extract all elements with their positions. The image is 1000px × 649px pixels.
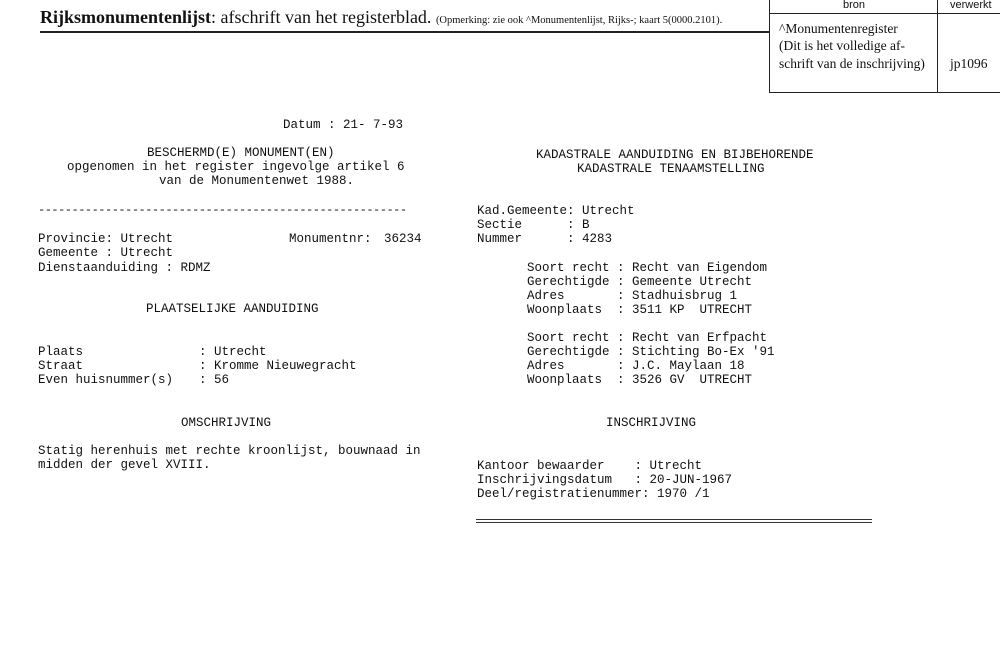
kad-gemeente: Kad.Gemeente: Utrecht bbox=[477, 204, 635, 218]
right-heading-line2: KADASTRALE TENAAMSTELLING bbox=[577, 162, 765, 176]
source-box-column-divider bbox=[937, 0, 938, 92]
deel-registratienummer: Deel/registratienummer: 1970 /1 bbox=[477, 487, 710, 501]
title-bold: Rijksmonumentenlijst bbox=[40, 7, 212, 27]
box-col-bron: bron bbox=[843, 0, 866, 11]
sectie: Sectie : B bbox=[477, 218, 590, 232]
recht2-gerechtigde: Gerechtigde : Stichting Bo-Ex '91 bbox=[527, 345, 775, 359]
document-title bbox=[40, 6, 722, 32]
dienstaanduiding: Dienstaanduiding : RDMZ bbox=[38, 261, 211, 275]
left-heading-line1: BESCHERMD(E) MONUMENT(EN) bbox=[147, 146, 335, 160]
plaats-label: Plaats bbox=[38, 345, 84, 359]
omschrijving-line2: midden der gevel XVIII. bbox=[38, 458, 211, 472]
recht2-adres: Adres : J.C. Maylaan 18 bbox=[527, 359, 745, 373]
closing-rule-bottom bbox=[476, 522, 872, 523]
left-heading-line2: opgenomen in het register ingevolge artikel 6 bbox=[67, 160, 405, 174]
box-bron-line3: schrift van de inschrijving) bbox=[779, 56, 925, 71]
box-bron-line2: (Dit is het volledige af- bbox=[779, 38, 905, 53]
recht1-woonplaats: Woonplaats : 3511 KP UTRECHT bbox=[527, 303, 753, 317]
recht1-gerechtigde: Gerechtigde : Gemeente Utrecht bbox=[527, 275, 753, 289]
source-box-divider bbox=[769, 13, 1000, 14]
left-dashed-rule: ------------------------------------------------------- bbox=[38, 203, 407, 217]
datum: Datum : 21- 7-93 bbox=[283, 118, 404, 132]
omschrijving-line1: Statig herenhuis met rechte kroonlijst, bouwnaad in bbox=[38, 444, 421, 458]
omschrijving-heading: OMSCHRIJVING bbox=[181, 416, 272, 430]
right-heading-line1: KADASTRALE AANDUIDING EN BIJBEHORENDE bbox=[536, 148, 814, 162]
header-rule bbox=[40, 31, 770, 33]
straat-value: : Kromme Nieuwegracht bbox=[199, 359, 357, 373]
inschrijvingsdatum: Inschrijvingsdatum : 20-JUN-1967 bbox=[477, 473, 733, 487]
straat-label: Straat bbox=[38, 359, 84, 373]
nummer: Nummer : 4283 bbox=[477, 232, 613, 246]
closing-rule-top bbox=[476, 519, 872, 520]
inschrijving-heading: INSCHRIJVING bbox=[606, 416, 697, 430]
recht1-adres: Adres : Stadhuisbrug 1 bbox=[527, 289, 738, 303]
recht2-soort: Soort recht : Recht van Erfpacht bbox=[527, 331, 768, 345]
monumentnr-value: 36234 bbox=[384, 232, 422, 246]
huisnummer-value: : 56 bbox=[199, 373, 230, 387]
title-rest: : afschrift van het registerblad. bbox=[211, 7, 432, 27]
box-col-verwerkt: verwerkt bbox=[950, 0, 992, 11]
provincie: Provincie: Utrecht bbox=[38, 232, 174, 246]
plaats-value: : Utrecht bbox=[199, 345, 267, 359]
box-bron-line1: ^Monumentenregister bbox=[779, 21, 898, 36]
kantoor-bewaarder: Kantoor bewaarder : Utrecht bbox=[477, 459, 703, 473]
box-verwerkt-value: jp1096 bbox=[950, 56, 988, 71]
monumentnr-label: Monumentnr: bbox=[289, 232, 372, 246]
gemeente: Gemeente : Utrecht bbox=[38, 246, 174, 260]
plaatselijke-heading: PLAATSELIJKE AANDUIDING bbox=[146, 302, 319, 316]
huisnummer-label: Even huisnummer(s) bbox=[38, 373, 174, 387]
recht2-woonplaats: Woonplaats : 3526 GV UTRECHT bbox=[527, 373, 753, 387]
title-note: (Opmerking: zie ook ^Monumentenlijst, Rijks-; kaart 5(0000.2101). bbox=[435, 15, 723, 26]
left-heading-line3: van de Monumentenwet 1988. bbox=[159, 174, 355, 188]
recht1-soort: Soort recht : Recht van Eigendom bbox=[527, 261, 768, 275]
